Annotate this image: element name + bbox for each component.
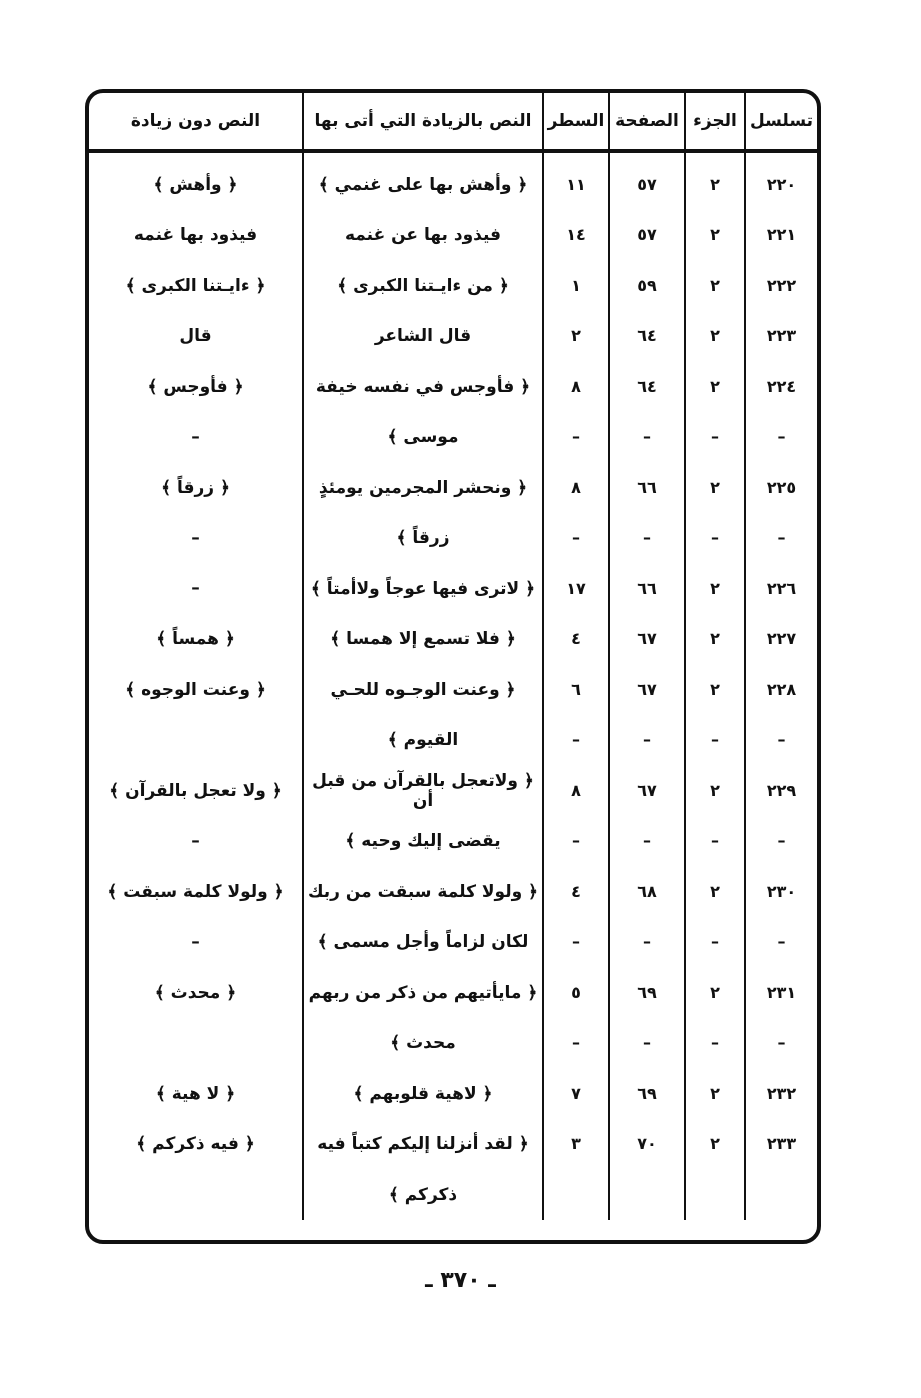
- cell-serial: ٢٢٥: [745, 462, 817, 513]
- header-part: الجزء: [685, 93, 745, 151]
- cell-serial: –: [745, 1018, 817, 1069]
- cell-page: ٦٧: [609, 664, 685, 715]
- cell-text-without-addition: ﴿ فأوجس ﴾: [147, 376, 244, 397]
- cell-serial: ٢٢١: [745, 210, 817, 261]
- cell-serial: ٢٢٦: [745, 563, 817, 614]
- cell-text-without-addition: –: [191, 830, 200, 851]
- table-row: [89, 1169, 817, 1220]
- cell-page: ٦٨: [609, 866, 685, 917]
- table-row: [89, 462, 817, 513]
- table-row: [89, 412, 817, 463]
- cell-text-with-addition: ﴿ وعنت الوجـوه للحـي: [303, 664, 543, 715]
- cell-text-without-addition: ﴿ لا هية ﴾: [155, 1083, 236, 1104]
- cell-part: ٢: [685, 563, 745, 614]
- cell-serial: ٢٢٨: [745, 664, 817, 715]
- cell-page: ٦٤: [609, 361, 685, 412]
- cell-line: ١١: [543, 151, 609, 210]
- cell-page: ٦٧: [609, 765, 685, 816]
- cell-text-without-addition: –: [191, 426, 200, 447]
- cell-text-with-addition: ﴿ ولاتعجل بالقرآن من قبل أن: [303, 765, 543, 816]
- cell-serial: ٢٢٠: [745, 151, 817, 210]
- cell-part: ٢: [685, 765, 745, 816]
- cell-line: –: [543, 917, 609, 968]
- table-row: [89, 1068, 817, 1119]
- cell-text-without-addition: ﴿ محدث ﴾: [154, 982, 237, 1003]
- cell-text-with-addition: ﴿ مايأتيهم من ذكر من ربهم: [303, 967, 543, 1018]
- cell-line: –: [543, 513, 609, 564]
- table-row: [89, 614, 817, 665]
- cell-serial: –: [745, 715, 817, 766]
- cell-part: –: [685, 816, 745, 867]
- cell-serial: ٢٣٣: [745, 1119, 817, 1170]
- cell-page: ٥٧: [609, 151, 685, 210]
- header-page: الصفحة: [609, 93, 685, 151]
- cell-text-with-addition: فيذود بها عن غنمه: [303, 210, 543, 261]
- cell-page: ٥٩: [609, 260, 685, 311]
- cell-text-without-addition: [89, 1018, 303, 1069]
- cell-line: ١: [543, 260, 609, 311]
- table-header: [89, 93, 817, 151]
- cell-serial: ٢٢٧: [745, 614, 817, 665]
- cell-text-with-addition: ﴿ فلا تسمع إلا همسا ﴾: [303, 614, 543, 665]
- cell-text-without-addition: فيذود بها غنمه: [133, 224, 258, 245]
- cell-text-with-addition: لكان لزاماً وأجل مسمى ﴾: [303, 917, 543, 968]
- cell-text-without-addition: ﴿ وأهش ﴾: [153, 174, 238, 195]
- cell-line: ٥: [543, 967, 609, 1018]
- table-row: [89, 715, 817, 766]
- cell-text-with-addition: ﴿ لقد أنزلنا إليكم كتباً فيه: [303, 1119, 543, 1170]
- cell-text-without-addition: –: [191, 578, 200, 599]
- cell-text-without-addition: ﴿ ولولا كلمة سبقت ﴾: [107, 881, 284, 902]
- table-row: [89, 664, 817, 715]
- cell-serial: –: [745, 412, 817, 463]
- cell-serial: ٢٣٢: [745, 1068, 817, 1119]
- table-row: [89, 151, 817, 210]
- table-row: [89, 513, 817, 564]
- cell-page: ٦٩: [609, 967, 685, 1018]
- cell-part: ٢: [685, 866, 745, 917]
- cell-part: ٢: [685, 664, 745, 715]
- cell-page: [609, 1169, 685, 1220]
- cell-part: ٢: [685, 260, 745, 311]
- cell-line: ٢: [543, 311, 609, 362]
- page-number: ـ ٣٧٠ ـ: [425, 1268, 496, 1293]
- cell-part: ٢: [685, 361, 745, 412]
- cell-line: –: [543, 715, 609, 766]
- cell-line: ٨: [543, 765, 609, 816]
- cell-text-with-addition: قال الشاعر: [303, 311, 543, 362]
- cell-serial: ٢٢٢: [745, 260, 817, 311]
- comparison-table: [89, 93, 817, 1220]
- cell-text-without-addition: ﴿ زرقاً ﴾: [161, 477, 230, 498]
- header-serial: تسلسل: [745, 93, 817, 151]
- cell-text-with-addition: ﴿ لاترى فيها عوجاً ولاأمتاً ﴾: [303, 563, 543, 614]
- cell-page: –: [609, 816, 685, 867]
- cell-part: ٢: [685, 614, 745, 665]
- cell-text-with-addition: ﴿ لاهية قلوبهم ﴾: [303, 1068, 543, 1119]
- cell-line: ٧: [543, 1068, 609, 1119]
- cell-part: ٢: [685, 210, 745, 261]
- cell-line: ٨: [543, 361, 609, 412]
- cell-page: ٦٩: [609, 1068, 685, 1119]
- cell-page: ٦٦: [609, 462, 685, 513]
- cell-text-with-addition: ﴿ ولولا كلمة سبقت من ربك: [303, 866, 543, 917]
- table-row: [89, 866, 817, 917]
- cell-text-without-addition: ﴿ ءايـتنا الكبرى ﴾: [125, 275, 266, 296]
- cell-text-without-addition: –: [191, 931, 200, 952]
- table-row: [89, 1018, 817, 1069]
- cell-serial: [745, 1169, 817, 1220]
- table-row: [89, 967, 817, 1018]
- header-text-with-addition: النص بالزيادة التي أتى بها: [303, 93, 543, 151]
- table-row: [89, 210, 817, 261]
- cell-page: ٥٧: [609, 210, 685, 261]
- cell-serial: ٢٢٣: [745, 311, 817, 362]
- cell-page: ٦٧: [609, 614, 685, 665]
- cell-part: ٢: [685, 1068, 745, 1119]
- cell-text-with-addition: زرقاً ﴾: [303, 513, 543, 564]
- table-row: [89, 361, 817, 412]
- cell-part: –: [685, 513, 745, 564]
- cell-page: –: [609, 513, 685, 564]
- cell-serial: –: [745, 816, 817, 867]
- cell-text-with-addition: يقضى إليك وحيه ﴾: [303, 816, 543, 867]
- cell-text-without-addition: ﴿ همساً ﴾: [156, 629, 235, 650]
- cell-serial: ٢٣١: [745, 967, 817, 1018]
- cell-page: –: [609, 412, 685, 463]
- cell-page: ٧٠: [609, 1119, 685, 1170]
- header-text-without-addition: النص دون زيادة: [89, 93, 303, 151]
- cell-line: ٤: [543, 866, 609, 917]
- header-line: السطر: [543, 93, 609, 151]
- cell-line: ٤: [543, 614, 609, 665]
- cell-line: [543, 1169, 609, 1220]
- table-row: [89, 260, 817, 311]
- cell-line: ٨: [543, 462, 609, 513]
- cell-line: ١٧: [543, 563, 609, 614]
- cell-line: –: [543, 1018, 609, 1069]
- cell-serial: –: [745, 513, 817, 564]
- cell-text-with-addition: ذكركم ﴾: [303, 1169, 543, 1220]
- cell-text-without-addition: قال: [179, 325, 212, 346]
- cell-serial: ٢٣٠: [745, 866, 817, 917]
- cell-page: –: [609, 715, 685, 766]
- cell-text-without-addition: [89, 1169, 303, 1220]
- cell-part: –: [685, 1018, 745, 1069]
- cell-page: –: [609, 917, 685, 968]
- cell-text-with-addition: ﴿ فأوجس في نفسه خيفة: [303, 361, 543, 412]
- cell-text-without-addition: ﴿ وعنت الوجوه ﴾: [125, 679, 266, 700]
- cell-text-without-addition: ﴿ ولا تعجل بالقرآن ﴾: [109, 780, 282, 801]
- table-row: [89, 1119, 817, 1170]
- cell-serial: –: [745, 917, 817, 968]
- cell-line: –: [543, 816, 609, 867]
- cell-text-with-addition: ﴿ ونحشر المجرمين يومئذٍ: [303, 462, 543, 513]
- cell-text-with-addition: ﴿ من ءايـتنا الكبرى ﴾: [303, 260, 543, 311]
- cell-text-with-addition: ﴿ وأهش بها على غنمي ﴾: [303, 151, 543, 210]
- cell-page: –: [609, 1018, 685, 1069]
- cell-serial: ٢٢٤: [745, 361, 817, 412]
- table-row: [89, 563, 817, 614]
- cell-line: ١٤: [543, 210, 609, 261]
- cell-part: ٢: [685, 1119, 745, 1170]
- cell-part: ٢: [685, 311, 745, 362]
- table-row: [89, 816, 817, 867]
- table-row: [89, 765, 817, 816]
- cell-page: ٦٦: [609, 563, 685, 614]
- cell-part: –: [685, 412, 745, 463]
- cell-line: ٣: [543, 1119, 609, 1170]
- cell-text-without-addition: ﴿ فيه ذكركم ﴾: [136, 1134, 255, 1155]
- cell-part: –: [685, 715, 745, 766]
- table-body: [89, 151, 817, 1220]
- cell-line: ٦: [543, 664, 609, 715]
- cell-part: ٢: [685, 151, 745, 210]
- cell-line: –: [543, 412, 609, 463]
- cell-part: [685, 1169, 745, 1220]
- cell-page: ٦٤: [609, 311, 685, 362]
- cell-text-with-addition: القيوم ﴾: [303, 715, 543, 766]
- cell-part: –: [685, 917, 745, 968]
- cell-part: ٢: [685, 462, 745, 513]
- cell-text-without-addition: [89, 715, 303, 766]
- cell-text-with-addition: محدث ﴾: [303, 1018, 543, 1069]
- cell-part: ٢: [685, 967, 745, 1018]
- cell-text-with-addition: موسى ﴾: [303, 412, 543, 463]
- table-frame: [85, 89, 821, 1244]
- table-row: [89, 311, 817, 362]
- cell-text-without-addition: –: [191, 527, 200, 548]
- table-row: [89, 917, 817, 968]
- cell-serial: ٢٢٩: [745, 765, 817, 816]
